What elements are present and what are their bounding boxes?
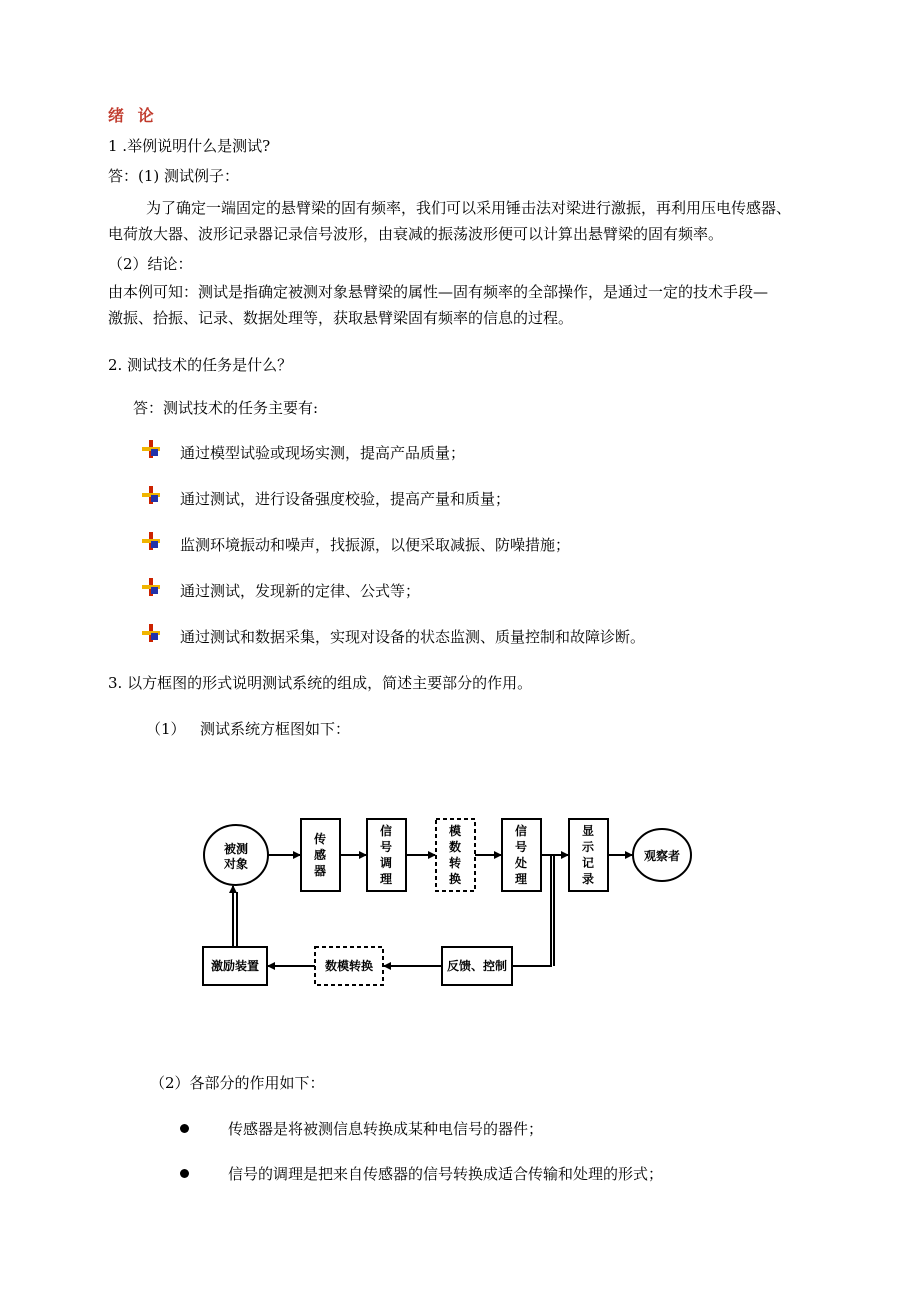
svg-text:传: 传 [313, 832, 327, 846]
svg-text:号: 号 [379, 840, 393, 854]
svg-text:器: 器 [313, 864, 327, 878]
svg-text:数: 数 [448, 840, 462, 854]
sensor-block [301, 819, 340, 891]
q1-conclusion-label: （2）结论： [108, 255, 193, 273]
exciter-block [203, 947, 267, 985]
q1-answer-label: 答：(1) 测试例子： [108, 167, 240, 185]
svg-text:被测: 被测 [223, 842, 249, 856]
svg-text:对象: 对象 [223, 857, 249, 871]
signal-flow-arrows [233, 855, 632, 966]
q2-item: 通过测试，进行设备强度校验，提高产量和质量； [180, 490, 511, 508]
q2-item: 通过模型试验或现场实测，提高产品质量； [180, 444, 466, 462]
svg-text:示: 示 [581, 840, 595, 854]
q2-question: 2. 测试技术的任务是什么？ [108, 356, 293, 374]
q1-question: 1 .举例说明什么是测试? [108, 137, 271, 155]
q2-answer: 答：测试技术的任务主要有: [133, 399, 319, 417]
signal-processing-block [502, 819, 541, 891]
svg-text:换: 换 [448, 872, 462, 886]
q1-example-line2: 电荷放大器、波形记录器记录信号波形，由衰减的振荡波形便可以计算出悬臂梁的固有频率。 [108, 225, 724, 243]
signal-conditioning-block [367, 819, 406, 891]
plus-cross-bullet-icon [142, 532, 162, 552]
q3-item: 信号的调理是把来自传感器的信号转换成适合传输和处理的形式； [228, 1165, 664, 1183]
svg-text:观察者: 观察者 [643, 849, 681, 863]
svg-text:显: 显 [581, 824, 595, 838]
svg-text:信: 信 [379, 824, 393, 838]
svg-text:处: 处 [514, 856, 528, 870]
q1-example-line1: 为了确定一端固定的悬臂梁的固有频率，我们可以采用锤击法对梁进行激振，再利用压电传感器、 [146, 199, 792, 217]
q3-sub2-heading: （2）各部分的作用如下： [150, 1074, 325, 1092]
svg-text:转: 转 [448, 856, 462, 870]
q1-conclusion-line2: 激振、拾振、记录、数据处理等，获取悬臂梁固有频率的信息的过程。 [108, 309, 574, 327]
svg-text:理: 理 [379, 872, 393, 886]
svg-text:记: 记 [581, 856, 595, 870]
q2-item: 通过测试，发现新的定律、公式等； [180, 582, 421, 600]
q3-question: 3. 以方框图的形式说明测试系统的组成，简述主要部分的作用。 [108, 674, 533, 692]
plus-cross-bullet-icon [142, 440, 162, 460]
dac-block [315, 947, 383, 985]
svg-text:激励装置: 激励装置 [210, 959, 260, 973]
svg-text:数模转换: 数模转换 [324, 959, 374, 973]
feedback-control-block [442, 947, 512, 985]
test-system-block-diagram [196, 808, 700, 988]
svg-text:模: 模 [448, 824, 462, 838]
q3-sub1-text: 测试系统方框图如下： [200, 720, 351, 738]
svg-text:理: 理 [514, 872, 528, 886]
q2-item: 监测环境振动和噪声，找振源，以便采取减振、防噪措施； [180, 536, 571, 554]
q3-sub1-number: （1） [146, 720, 186, 738]
filled-circle-bullet-icon [180, 1169, 189, 1178]
measured-object-node [204, 825, 268, 885]
display-record-block [569, 819, 608, 891]
svg-text:感: 感 [313, 848, 327, 862]
section-title: 绪 论 [108, 106, 158, 125]
q1-conclusion-line1: 由本例可知：测试是指确定被测对象悬臂梁的属性—固有频率的全部操作，是通过一定的技术手段— [108, 283, 769, 301]
svg-text:信: 信 [514, 824, 528, 838]
plus-cross-bullet-icon [142, 624, 162, 644]
plus-cross-bullet-icon [142, 486, 162, 506]
observer-node [633, 829, 691, 881]
svg-text:调: 调 [379, 856, 393, 870]
q2-item: 通过测试和数据采集，实现对设备的状态监测、质量控制和故障诊断。 [180, 628, 646, 646]
plus-cross-bullet-icon [142, 578, 162, 598]
svg-text:号: 号 [514, 840, 528, 854]
q3-item: 传感器是将被测信息转换成某种电信号的器件； [228, 1120, 544, 1138]
svg-text:反馈、控制: 反馈、控制 [446, 959, 508, 973]
filled-circle-bullet-icon [180, 1124, 189, 1133]
svg-text:录: 录 [581, 872, 595, 886]
adc-block [436, 819, 475, 891]
